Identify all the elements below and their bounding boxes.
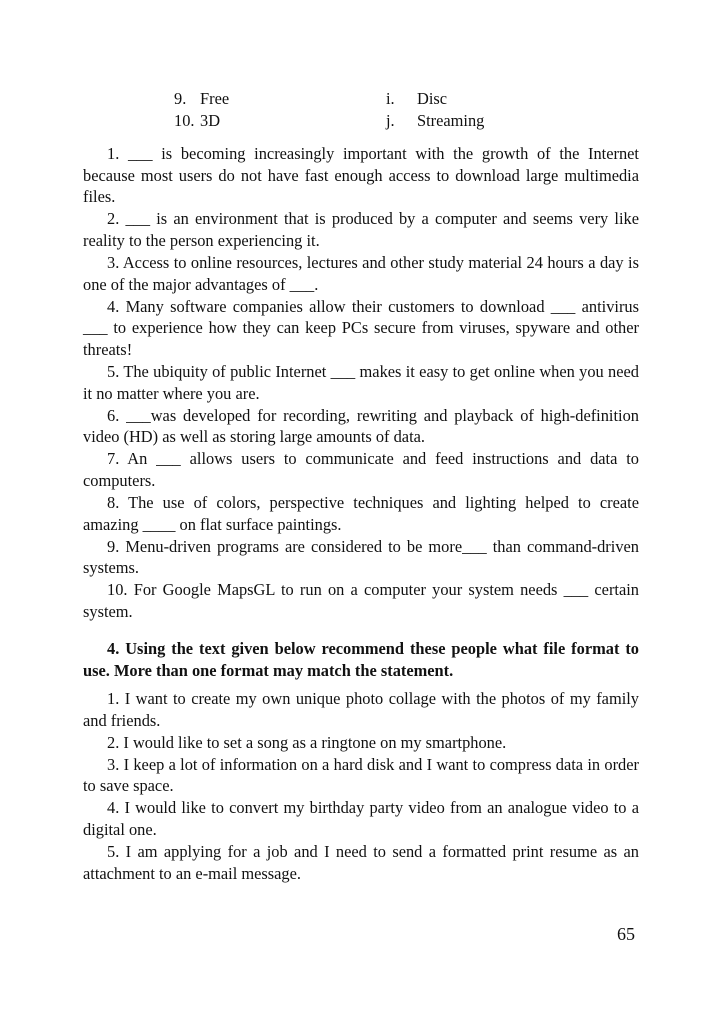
sentence-text: Access to online resources, lectures and other study material 24 hours a day is one of the major advantages of ___. (83, 252, 639, 294)
sentence-number: 10. (107, 580, 128, 600)
sentence-item (83, 492, 639, 535)
sentence-text: An ___ allows users to communicate and feed instructions and data to computers. (83, 449, 639, 490)
sentence-number: 4. (107, 296, 120, 316)
statement-text: I would like to set a song as a ringtone on my smartphone. (123, 732, 507, 752)
sentence-item (83, 579, 639, 622)
sentence-text: For Google MapsGL to run on a computer your system needs ___ certain system. (83, 580, 639, 621)
page-number: 65 (617, 924, 635, 944)
matching-word: 3D (200, 111, 221, 130)
matching-term: Streaming (417, 111, 485, 130)
sentence-number: 5. (107, 361, 120, 381)
sentence-number: 3. (107, 252, 120, 272)
statement-text: I keep a lot of information on a hard disk and I want to compress data in order to save space. (83, 754, 639, 796)
matching-row (174, 88, 546, 110)
sentence-number: 7. (107, 449, 120, 469)
sentence-text: The ubiquity of public Internet ___ makes it easy to get online when you need it no matter where you are. (83, 361, 639, 403)
sentence-number: 9. (107, 536, 120, 556)
statement-number: 3. (107, 754, 120, 774)
matching-number: 10. (174, 111, 195, 130)
statement-item (83, 797, 639, 840)
sentence-text: The use of colors, perspective techniques and lighting helped to create amazing ____ on flat surface paintings. (83, 493, 639, 534)
sentence-text: ___ is an environment that is produced by a computer and seems very like reality to the person experiencing it. (83, 209, 639, 250)
matching-term: Disc (417, 89, 448, 108)
sentence-item (83, 252, 639, 295)
matching-letter: j. (386, 111, 395, 130)
exercise-4-statements (83, 688, 639, 884)
statement-number: 1. (107, 689, 120, 708)
statement-number: 2. (107, 732, 120, 752)
statement-text: I am applying for a job and I need to send a formatted print resume as an attachment to an e-mail message. (83, 842, 639, 883)
sentence-number: 8. (107, 493, 120, 512)
sentence-item (83, 536, 639, 579)
statement-text: I would like to convert my birthday party video from an analogue video to a digital one. (83, 798, 639, 840)
matching-number: 9. (174, 89, 187, 108)
sentence-text: ___was developed for recording, rewriting and playback of high-definition video (HD) as well as storing large amounts of data. (83, 405, 639, 447)
statement-text: I want to create my own unique photo collage with the photos of my family and friends. (83, 689, 640, 730)
sentence-text: Menu-driven programs are considered to be more___ than command-driven systems. (83, 536, 639, 578)
statement-item (83, 732, 639, 754)
exercise-4-heading: 4. Using the text given below recommend these people what file format to use. More than one format may match the statement. (83, 639, 639, 680)
statement-number: 5. (107, 842, 120, 862)
matching-letter: i. (386, 89, 395, 108)
sentence-text: ___ is becoming increasingly important with the growth of the Internet because most users do not have fast enough access to download large multimedia files. (83, 144, 639, 207)
statement-number: 4. (107, 798, 120, 818)
sentence-number: 1. (107, 144, 120, 163)
exercise-3-sentences (83, 143, 639, 623)
sentence-item (83, 448, 639, 491)
sentence-item (83, 405, 639, 448)
sentence-item (83, 361, 639, 404)
statement-item (83, 688, 639, 731)
matching-word: Free (200, 89, 230, 108)
sentence-number: 2. (107, 209, 120, 229)
statement-item (83, 754, 639, 797)
statement-item (83, 841, 639, 884)
sentence-item (83, 208, 639, 251)
sentence-item (83, 296, 639, 361)
sentence-item (83, 143, 639, 208)
matching-table (174, 88, 546, 132)
matching-row (174, 110, 546, 132)
sentence-number: 6. (107, 405, 120, 425)
sentence-text: Many software companies allow their customers to download ___ antivirus ___ to experience how they can keep PCs secure from viruses, spyware and other threats! (83, 296, 639, 359)
